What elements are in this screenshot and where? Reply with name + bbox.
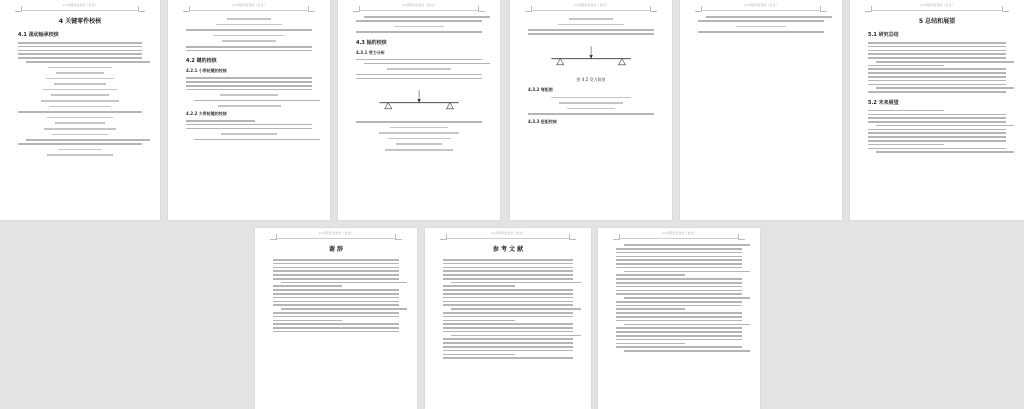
force-diagram-figure: [547, 41, 635, 71]
text-line: [273, 274, 399, 276]
header-corner-mark: [15, 6, 22, 12]
text-line: [616, 308, 685, 310]
text-line: [443, 301, 573, 303]
text-line: [868, 80, 1006, 82]
text-line: [26, 61, 150, 63]
text-line: [443, 342, 573, 344]
equation: [43, 89, 116, 91]
figure-caption: 图 4.2 受力简图: [576, 76, 606, 82]
section-heading: 4.3 轴的校核: [356, 39, 387, 46]
text-line: [364, 16, 490, 18]
text-line: [281, 308, 407, 310]
text-line: [273, 278, 399, 280]
page-body: [186, 14, 312, 143]
equation: [388, 138, 451, 140]
page-body: [273, 242, 399, 335]
header-rule: [277, 238, 395, 239]
text-line: [186, 85, 312, 87]
section-heading: 4.2.2 大带轮键的校核: [186, 111, 227, 117]
text-line: [443, 354, 515, 356]
page-2[interactable]: [168, 0, 330, 220]
text-line: [186, 81, 312, 83]
equation: [47, 154, 113, 156]
section-heading: 4.1 滚动轴承校核: [18, 32, 59, 38]
text-line: [273, 301, 399, 303]
text-line: [18, 57, 142, 59]
equation: [46, 78, 114, 80]
running-header: ××学院毕业设计（论文）: [573, 3, 609, 7]
text-line: [624, 324, 750, 326]
text-line: [281, 282, 407, 284]
text-line: [186, 89, 312, 91]
text-line: [616, 263, 742, 265]
text-line: [876, 87, 1014, 89]
text-line: [273, 293, 399, 295]
text-line: [194, 100, 320, 102]
equation: [56, 72, 103, 74]
text-line: [273, 267, 399, 269]
text-line: [868, 132, 1006, 134]
page-6[interactable]: [850, 0, 1024, 220]
running-header: ××学院毕业设计（论文）: [490, 231, 526, 235]
equation: [551, 97, 632, 99]
page-9[interactable]: [598, 228, 760, 409]
text-line: [18, 50, 142, 52]
text-line: [273, 320, 342, 322]
text-line: [356, 31, 482, 33]
header-corner-mark: [440, 234, 447, 240]
text-line: [18, 53, 142, 55]
running-header: ××学院毕业设计（论文）: [401, 3, 437, 7]
beam-support-diagram: [375, 85, 463, 115]
text-line: [528, 33, 654, 35]
page-5[interactable]: [680, 0, 842, 220]
header-rule: [532, 10, 650, 11]
text-line: [616, 293, 742, 295]
text-line: [616, 335, 742, 337]
text-line: [616, 274, 685, 276]
text-line: [698, 31, 824, 33]
text-line: [18, 111, 142, 113]
text-line: [273, 304, 399, 306]
text-line: [443, 274, 573, 276]
text-line: [443, 278, 573, 280]
beam-support-diagram: [547, 41, 635, 71]
text-line: [868, 57, 1006, 59]
text-line: [876, 61, 1014, 63]
text-line: [186, 124, 312, 126]
text-line: [624, 271, 750, 273]
chapter-title: 参 考 文 献: [492, 246, 524, 253]
text-line: [443, 312, 573, 314]
page-body: [528, 14, 654, 128]
text-line: [616, 282, 742, 284]
equation: [41, 100, 119, 102]
text-line: [624, 297, 750, 299]
text-line: [26, 139, 150, 141]
page-body: [616, 242, 742, 354]
equation: [49, 106, 111, 108]
equation: [214, 35, 285, 37]
text-line: [273, 323, 399, 325]
section-heading: 5.2 未来展望: [868, 99, 899, 106]
text-line: [443, 350, 573, 352]
text-line: [616, 320, 742, 322]
running-header: ××学院毕业设计（论文）: [661, 231, 697, 235]
text-line: [876, 125, 1014, 127]
text-line: [186, 128, 312, 130]
text-line: [18, 46, 142, 48]
page-body: [443, 242, 573, 361]
equation: [385, 149, 453, 151]
running-header: ××学院毕业设计（论文）: [743, 3, 779, 7]
force-diagram-figure: [375, 85, 463, 115]
text-line: [364, 63, 490, 65]
equation: [216, 24, 282, 26]
equation: [569, 18, 613, 20]
header-corner-mark: [820, 6, 827, 12]
text-line: [443, 285, 515, 287]
text-line: [273, 285, 342, 287]
text-line: [356, 20, 482, 22]
equation: [220, 94, 278, 96]
text-line: [443, 357, 573, 359]
header-corner-mark: [183, 6, 190, 12]
text-line: [528, 113, 654, 115]
equation: [54, 83, 106, 85]
header-rule: [620, 238, 738, 239]
header-rule: [447, 238, 569, 239]
text-line: [616, 331, 742, 333]
text-line: [356, 59, 482, 61]
text-line: [356, 121, 482, 123]
text-line: [868, 65, 944, 67]
text-line: [356, 78, 482, 80]
text-line: [868, 50, 1006, 52]
text-line: [273, 297, 399, 299]
chapter-title: 4 关键零件校核: [58, 18, 102, 25]
header-rule: [360, 10, 478, 11]
text-line: [868, 76, 1006, 78]
header-corner-mark: [138, 6, 145, 12]
running-header: ××学院毕业设计（论文）: [919, 3, 955, 7]
text-line: [273, 327, 399, 329]
text-line: [443, 270, 573, 272]
equation: [48, 67, 111, 69]
text-line: [18, 42, 142, 44]
text-line: [868, 53, 1006, 55]
text-line: [616, 256, 742, 258]
text-line: [186, 46, 312, 48]
text-line: [868, 46, 1006, 48]
text-line: [706, 16, 832, 18]
equation: [47, 117, 114, 119]
text-line: [616, 316, 742, 318]
chapter-title: 5 总结和展望: [918, 18, 956, 25]
text-line: [443, 323, 573, 325]
text-line: [868, 136, 1006, 138]
page-3[interactable]: [338, 0, 500, 220]
text-line: [194, 139, 320, 141]
header-rule: [22, 10, 138, 11]
text-line: [443, 263, 573, 265]
text-line: [616, 248, 742, 250]
page-body: [698, 14, 824, 35]
text-line: [443, 259, 573, 261]
header-corner-mark: [569, 234, 576, 240]
section-heading: 4.2.1 小带轮键的校核: [186, 68, 227, 74]
text-line: [186, 29, 312, 31]
section-heading: 5.1 研究总结: [868, 32, 899, 38]
equation: [567, 108, 615, 110]
text-line: [868, 110, 944, 112]
page-body: [18, 14, 142, 160]
text-line: [443, 297, 573, 299]
equation: [227, 18, 271, 20]
text-line: [186, 50, 312, 52]
text-line: [273, 263, 399, 265]
header-corner-mark: [308, 6, 315, 12]
text-line: [868, 129, 1006, 131]
header-corner-mark: [525, 6, 532, 12]
text-line: [273, 331, 399, 333]
text-line: [616, 259, 742, 261]
header-corner-mark: [613, 234, 620, 240]
running-header: ××学院毕业设计（论文）: [231, 3, 267, 7]
text-line: [698, 20, 824, 22]
text-line: [868, 144, 944, 146]
text-line: [876, 151, 1014, 153]
equation: [379, 132, 458, 134]
text-line: [443, 320, 515, 322]
text-line: [616, 305, 742, 307]
text-line: [273, 316, 399, 318]
text-line: [616, 312, 742, 314]
text-line: [868, 117, 1006, 119]
section-heading: 4.3.1 受力分析: [356, 49, 385, 55]
text-line: [186, 120, 255, 122]
header-corner-mark: [395, 234, 402, 240]
page-body: [356, 14, 482, 155]
text-line: [868, 121, 1006, 123]
equation: [44, 128, 116, 130]
equation: [390, 127, 448, 129]
equation: [52, 134, 108, 136]
text-line: [443, 346, 573, 348]
text-line: [443, 331, 573, 333]
text-line: [451, 335, 581, 337]
text-line: [616, 301, 742, 303]
header-corner-mark: [865, 6, 872, 12]
text-line: [868, 72, 1006, 74]
page-1[interactable]: [0, 0, 160, 220]
header-corner-mark: [650, 6, 657, 12]
text-line: [868, 114, 1006, 116]
text-line: [616, 327, 742, 329]
text-line: [616, 286, 742, 288]
text-line: [273, 312, 399, 314]
text-line: [624, 350, 750, 352]
text-line: [443, 289, 573, 291]
equation: [222, 40, 276, 42]
text-line: [443, 316, 573, 318]
text-line: [273, 259, 399, 261]
equation: [736, 26, 785, 28]
text-line: [616, 278, 742, 280]
page-4[interactable]: [510, 0, 672, 220]
equation: [394, 26, 443, 28]
header-rule: [190, 10, 308, 11]
text-line: [273, 270, 399, 272]
text-line: [18, 143, 142, 145]
text-line: [528, 29, 654, 31]
page-body: [868, 14, 1006, 155]
section-heading: 4.2 键的校核: [186, 58, 217, 65]
text-line: [868, 148, 1006, 150]
running-header: ××学院毕业设计（论文）: [62, 3, 98, 7]
text-line: [356, 74, 482, 76]
header-corner-mark: [478, 6, 485, 12]
text-line: [616, 339, 742, 341]
equation: [387, 68, 451, 70]
text-line: [443, 327, 573, 329]
header-corner-mark: [270, 234, 277, 240]
text-line: [616, 343, 685, 345]
header-corner-mark: [695, 6, 702, 12]
text-line: [868, 42, 1006, 44]
text-line: [186, 77, 312, 79]
section-heading: 4.3.3 扭矩校核: [528, 118, 557, 124]
text-line: [451, 282, 581, 284]
chapter-title: 谢 辞: [328, 246, 344, 253]
equation: [221, 133, 278, 135]
equation: [558, 24, 624, 26]
equation: [218, 105, 281, 107]
text-line: [616, 290, 742, 292]
text-line: [868, 68, 1006, 70]
text-line: [624, 244, 750, 246]
header-corner-mark: [738, 234, 745, 240]
equation: [55, 122, 106, 124]
text-line: [273, 289, 399, 291]
header-rule: [872, 10, 1002, 11]
text-line: [868, 140, 1006, 142]
text-line: [451, 308, 581, 310]
equation: [559, 102, 623, 104]
text-line: [443, 338, 573, 340]
page-8[interactable]: [425, 228, 591, 409]
page-7[interactable]: [255, 228, 417, 409]
header-rule: [702, 10, 820, 11]
text-line: [616, 252, 742, 254]
equation: [51, 94, 108, 96]
section-heading: 4.3.2 弯矩图: [528, 86, 553, 92]
text-line: [616, 346, 742, 348]
equation: [58, 149, 103, 151]
header-corner-mark: [1002, 6, 1009, 12]
header-corner-mark: [353, 6, 360, 12]
text-line: [868, 91, 1006, 93]
running-header: ××学院毕业设计（论文）: [318, 231, 354, 235]
equation: [396, 143, 443, 145]
text-line: [443, 267, 573, 269]
text-line: [616, 267, 742, 269]
text-line: [443, 293, 573, 295]
text-line: [443, 304, 573, 306]
text-line: [868, 84, 1006, 86]
